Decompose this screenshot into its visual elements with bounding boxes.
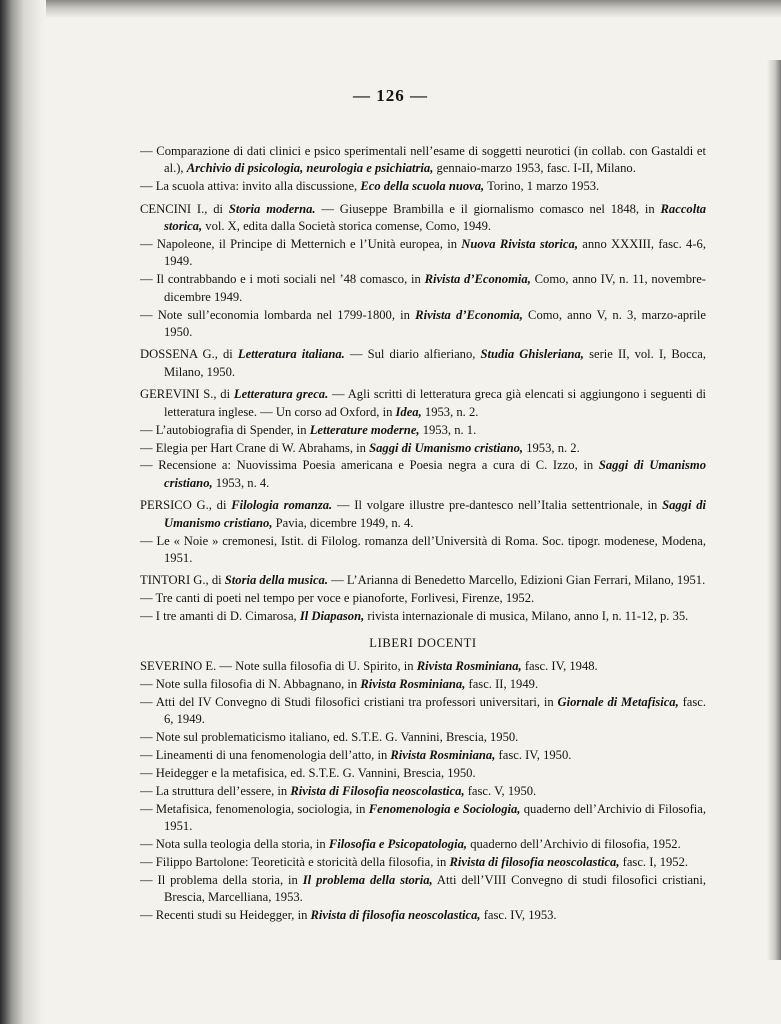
entry-text: CENCINI I., di bbox=[140, 201, 229, 216]
entry-text: — Note sul problematicismo italiano, ed. S.T.E. G. Vannini, Brescia, 1950. bbox=[140, 730, 519, 745]
entry-text: 1953, n. 4. bbox=[212, 475, 270, 490]
publication-title: Studia Ghisleriana, bbox=[480, 347, 584, 362]
entry-text: — Le « Noie » cremonesi, Istit. di Filolog. romanza dell’Università di Roma. Soc. tipogr. modenese, Modena, 1951. bbox=[140, 533, 706, 565]
bibliography-entry bbox=[140, 457, 706, 492]
entry-text: TINTORI G., di bbox=[140, 573, 225, 588]
bibliography-entry bbox=[140, 422, 706, 439]
bibliography-entry bbox=[140, 178, 706, 195]
entry-text: vol. X, edita dalla Società storica comense, Como, 1949. bbox=[202, 219, 492, 234]
entry-text: — Comparazione di dati clinici e psico sperimentali nell’esame di soggetti neurotici (in collab. con Gastaldi et al.), bbox=[140, 144, 706, 176]
publication-title: Il Diapason, bbox=[299, 609, 365, 624]
bibliography-entry bbox=[140, 801, 706, 836]
bibliography-entry bbox=[140, 729, 706, 746]
publication-title: Filosofia e Psicopatologia, bbox=[328, 837, 468, 852]
bibliography-author-entry bbox=[140, 201, 706, 236]
entry-text: — Recenti studi su Heidegger, in bbox=[140, 908, 311, 923]
bibliography-entry bbox=[140, 143, 706, 178]
entry-text: — Note sull’economia lombarda nel 1799-1800, in bbox=[140, 307, 416, 322]
entry-text: PERSICO G., di bbox=[140, 498, 232, 513]
entry-text: quaderno dell’Archivio di Filosofia, 1951. bbox=[164, 801, 707, 834]
bibliography-entry bbox=[140, 783, 706, 800]
publication-title: Saggi di Umanismo cristiano, bbox=[369, 440, 524, 455]
entry-text: — Il contrabbando e i moti sociali nel ’48 comasco, in bbox=[140, 272, 425, 287]
entry-text: — Note sulla filosofia di N. Abbagnano, in bbox=[140, 676, 361, 691]
bibliography-entry bbox=[140, 747, 706, 764]
page-right-shadow bbox=[767, 60, 781, 960]
entry-text: — La struttura dell’essere, in bbox=[140, 783, 291, 798]
page-number: — 126 — bbox=[353, 86, 428, 105]
entry-text: quaderno dell’Archivio di filosofia, 1952. bbox=[467, 837, 681, 852]
publication-title: Idea, bbox=[395, 404, 422, 419]
publication-title: Storia moderna. bbox=[228, 201, 316, 216]
entry-text: Como, anno IV, n. 11, novembre-dicembre 1949. bbox=[164, 272, 706, 304]
publication-title: Giornale di Metafisica, bbox=[557, 694, 679, 709]
publication-title: Storia della musica. bbox=[224, 573, 328, 588]
entry-text: — La scuola attiva: invito alla discussione, bbox=[140, 179, 361, 194]
entry-text: — Tre canti di poeti nel tempo per voce e pianoforte, Forlivesi, Firenze, 1952. bbox=[140, 591, 535, 606]
entry-text: GEREVINI S., di bbox=[140, 387, 234, 402]
bibliography-entry bbox=[140, 676, 706, 693]
bibliography-entry bbox=[140, 907, 706, 924]
bibliography-section-2 bbox=[140, 658, 706, 925]
entry-text: 1953, n. 2. bbox=[523, 440, 580, 455]
publication-title: Nuova Rivista storica, bbox=[461, 237, 578, 252]
entry-text: Como, anno V, n. 3, marzo-aprile 1950. bbox=[164, 307, 706, 340]
entry-text: — Recensione a: Nuovissima Poesia americana e Poesia negra a cura di C. Izzo, in bbox=[140, 458, 599, 473]
bibliography-entry bbox=[140, 872, 706, 907]
bibliography-entry bbox=[140, 765, 706, 782]
publication-title: Letteratura greca. bbox=[233, 387, 329, 402]
entry-text: serie II, vol. I, Bocca, Milano, 1950. bbox=[164, 347, 706, 379]
entry-text: DOSSENA G., di bbox=[140, 347, 238, 362]
entry-text: fasc. I, 1952. bbox=[619, 854, 689, 869]
entry-text: — Agli scritti di letteratura greca già elencati si aggiungono i seguenti di letteratura inglese. — Un corso ad Oxford, in bbox=[164, 387, 706, 419]
entry-text: Torino, 1 marzo 1953. bbox=[484, 179, 600, 194]
publication-title: Fenomenologia e Sociologia, bbox=[368, 801, 521, 816]
entry-text: — L’autobiografia di Spender, in bbox=[140, 422, 310, 437]
entry-text: 1953, n. 2. bbox=[421, 404, 479, 419]
entry-text: — Metafisica, fenomenologia, sociologia, in bbox=[140, 801, 369, 816]
bibliography-entry bbox=[140, 854, 706, 871]
entry-text: — Il problema della storia, in bbox=[140, 872, 303, 887]
entry-text: Pavia, dicembre 1949, n. 4. bbox=[272, 515, 414, 530]
bibliography-author-entry bbox=[140, 346, 706, 381]
bibliography-entry bbox=[140, 608, 706, 625]
bibliography-entry bbox=[140, 533, 706, 568]
entry-text: anno XXXIII, fasc. 4-6, 1949. bbox=[164, 237, 706, 269]
publication-title: Rivista di filosofia neoscolastica, bbox=[310, 908, 481, 923]
entry-text: rivista internazionale di musica, Milano, anno I, n. 11-12, p. 35. bbox=[364, 609, 689, 624]
entry-text: fasc. IV, 1948. bbox=[521, 658, 598, 673]
bibliography-entry bbox=[140, 694, 706, 729]
book-binding-shadow bbox=[0, 0, 46, 1024]
entry-text: — Heidegger e la metafisica, ed. S.T.E. G. Vannini, Brescia, 1950. bbox=[140, 765, 476, 780]
bibliography-entry bbox=[140, 271, 706, 306]
bibliography-author-entry bbox=[140, 386, 706, 421]
entry-text: — Atti del IV Convegno di Studi filosofici cristiani tra professori universitari, in bbox=[140, 694, 558, 709]
bibliography-entry bbox=[140, 836, 706, 853]
publication-title: Saggi di Umanismo cristiano, bbox=[164, 458, 707, 490]
bibliography-entry bbox=[140, 307, 706, 342]
publication-title: Rivista d’Economia, bbox=[415, 307, 523, 322]
publication-title: Rivista Rosminiana, bbox=[390, 748, 496, 762]
publication-title: Letterature moderne, bbox=[309, 422, 420, 437]
entry-text: — Filippo Bartolone: Teoreticità e storicità della filosofia, in bbox=[140, 854, 450, 869]
entry-text: — Elegia per Hart Crane di W. Abrahams, in bbox=[140, 440, 370, 455]
entry-text: — Nota sulla teologia della storia, in bbox=[140, 837, 329, 852]
entry-text: fasc. II, 1949. bbox=[465, 676, 539, 691]
entry-text: — Sul diario alfieriano, bbox=[344, 347, 481, 362]
publication-title: Eco della scuola nuova, bbox=[360, 179, 485, 194]
entry-text: fasc. IV, 1950. bbox=[495, 748, 572, 762]
bibliography-entry bbox=[140, 236, 706, 271]
publication-title: Filologia romanza. bbox=[231, 498, 333, 513]
publication-title: Archivio di psicologia, neurologia e psichiatria, bbox=[186, 161, 434, 176]
publication-title: Rivista Rosminiana, bbox=[360, 676, 466, 691]
entry-text: — Lineamenti di una fenomenologia dell’atto, in bbox=[140, 748, 391, 762]
bibliography-author-entry bbox=[140, 572, 706, 589]
bibliography-section-1 bbox=[140, 143, 706, 626]
bibliography-entry bbox=[140, 590, 706, 607]
entry-text: 1953, n. 1. bbox=[419, 422, 477, 437]
publication-title: Letteratura italiana. bbox=[237, 347, 345, 362]
publication-title: Saggi di Umanismo cristiano, bbox=[164, 498, 707, 530]
entry-text: fasc. V, 1950. bbox=[464, 783, 537, 798]
entry-text: fasc. IV, 1953. bbox=[480, 908, 557, 923]
publication-title: Il problema della storia, bbox=[302, 872, 433, 887]
entry-text: SEVERINO E. — Note sulla filosofia di U. Spirito, in bbox=[140, 658, 417, 673]
bibliography-author-entry bbox=[140, 497, 706, 532]
bibliography-author-entry bbox=[140, 658, 706, 675]
publication-title: Rivista di Filosofia neoscolastica, bbox=[290, 783, 465, 798]
entry-text: fasc. 6, 1949. bbox=[164, 694, 706, 727]
publication-title: Raccolta storica, bbox=[164, 201, 706, 234]
entry-text: — L’Arianna di Benedetto Marcello, Edizioni Gian Ferrari, Milano, 1951. bbox=[328, 573, 706, 588]
page-top-shadow bbox=[0, 0, 781, 18]
entry-text: — I tre amanti di D. Cimarosa, bbox=[140, 609, 300, 624]
entry-text: gennaio-marzo 1953, fasc. I-II, Milano. bbox=[433, 161, 636, 176]
publication-title: Rivista di filosofia neoscolastica, bbox=[449, 854, 620, 869]
entry-text: — Il volgare illustre pre-dantesco nell’Italia settentrionale, in bbox=[332, 498, 663, 513]
bibliography-list bbox=[140, 143, 706, 925]
entry-text: Atti dell’VIII Convegno di studi filosofici cristiani, Brescia, Marcelliana, 1953. bbox=[164, 872, 707, 905]
bibliography-entry bbox=[140, 440, 706, 457]
entry-text: — Giuseppe Brambilla e il giornalismo comasco nel 1848, in bbox=[315, 201, 661, 216]
publication-title: Rivista Rosminiana, bbox=[416, 658, 522, 673]
section-title: LIBERI DOCENTI bbox=[369, 635, 477, 650]
publication-title: Rivista d’Economia, bbox=[424, 272, 531, 287]
entry-text: — Napoleone, il Principe di Metternich e l’Unità europea, in bbox=[140, 237, 462, 252]
